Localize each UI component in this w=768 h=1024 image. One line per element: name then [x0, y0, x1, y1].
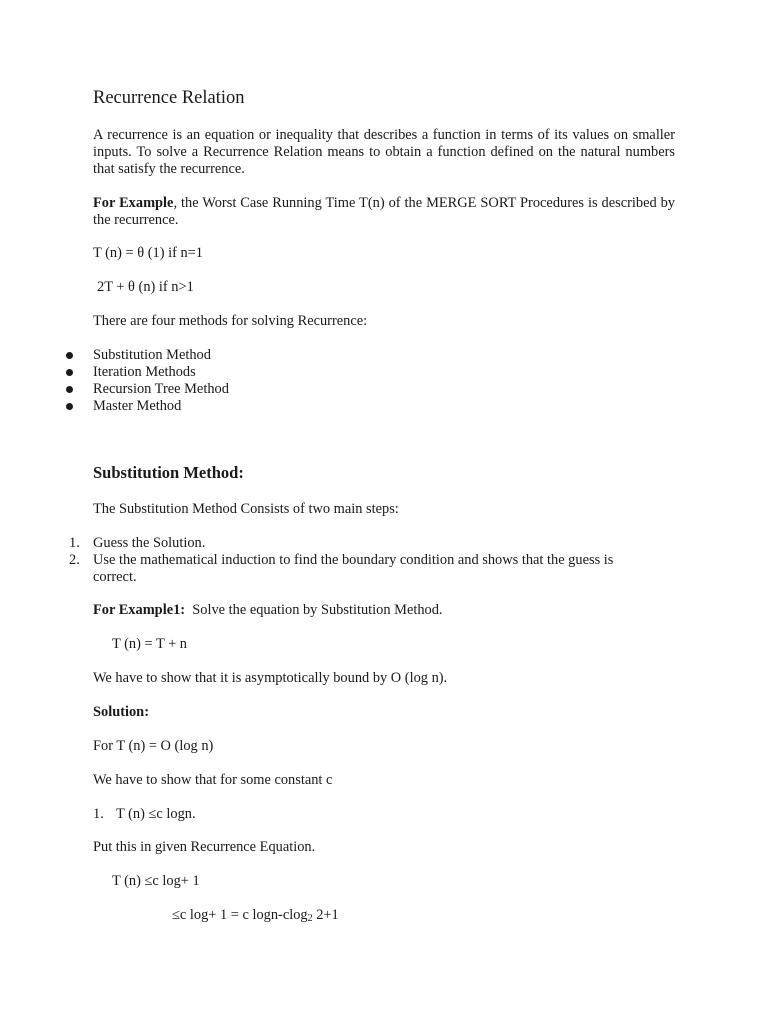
page-title: Recurrence Relation [93, 88, 245, 108]
equation-2: 2T + θ (n) if n>1 [97, 279, 194, 295]
example1-line [93, 602, 443, 619]
bullet-icon [66, 386, 73, 393]
list-item: Substitution Method [93, 347, 211, 363]
bullet-icon [66, 352, 73, 359]
equation-5-subscript: 2 [307, 913, 313, 924]
step-number: 1. [69, 535, 80, 551]
step-text: Guess the Solution. [93, 535, 206, 551]
section-heading: Substitution Method: [93, 463, 244, 482]
for-t-line: For T (n) = O (log n) [93, 738, 214, 754]
equation-3: T (n) = T + n [112, 636, 187, 652]
intro-paragraph: A recurrence is an equation or inequality that describes a function in terms of its values on smaller inputs. To solve a Recurrence Relation means to obtain a function defined on the natural numbers that satisfy the recurrence. [93, 127, 675, 177]
example1-label: For Example1: [93, 602, 186, 618]
steps-intro: The Substitution Method Consists of two main steps: [93, 501, 399, 517]
equation-5-tail: 2+1 [312, 907, 339, 923]
example1-text: Solve the equation by Substitution Method. [192, 602, 443, 618]
constant-text: We have to show that for some constant c [93, 772, 333, 788]
step-text-continued: correct. [93, 569, 137, 585]
equation-1: T (n) = θ (1) if n=1 [93, 245, 203, 261]
equation-4: T (n) ≤c log+ 1 [112, 873, 200, 889]
bullet-icon [66, 369, 73, 376]
list-item: Master Method [93, 398, 182, 414]
equation-5-main: ≤c log+ 1 = c logn-clog [172, 907, 308, 923]
bound-text: We have to show that it is asymptotically bound by O (log n). [93, 670, 448, 686]
equation-5 [172, 907, 339, 924]
list-item: Recursion Tree Method [93, 381, 229, 397]
bullet-icon [66, 403, 73, 410]
step-number: 2. [69, 552, 80, 568]
claim-number: 1. [93, 806, 104, 822]
example-paragraph [93, 195, 675, 229]
put-text: Put this in given Recurrence Equation. [93, 839, 316, 855]
methods-intro: There are four methods for solving Recurrence: [93, 313, 368, 329]
example-label: For Example [93, 195, 174, 211]
example-text: , the Worst Case Running Time T(n) of the MERGE SORT Procedures is described by the recurrence. [93, 195, 676, 228]
step-text: Use the mathematical induction to find the boundary condition and shows that the guess is [93, 552, 614, 568]
solution-label: Solution: [93, 704, 149, 720]
list-item: Iteration Methods [93, 364, 196, 380]
claim-text: T (n) ≤c logn. [116, 806, 196, 822]
